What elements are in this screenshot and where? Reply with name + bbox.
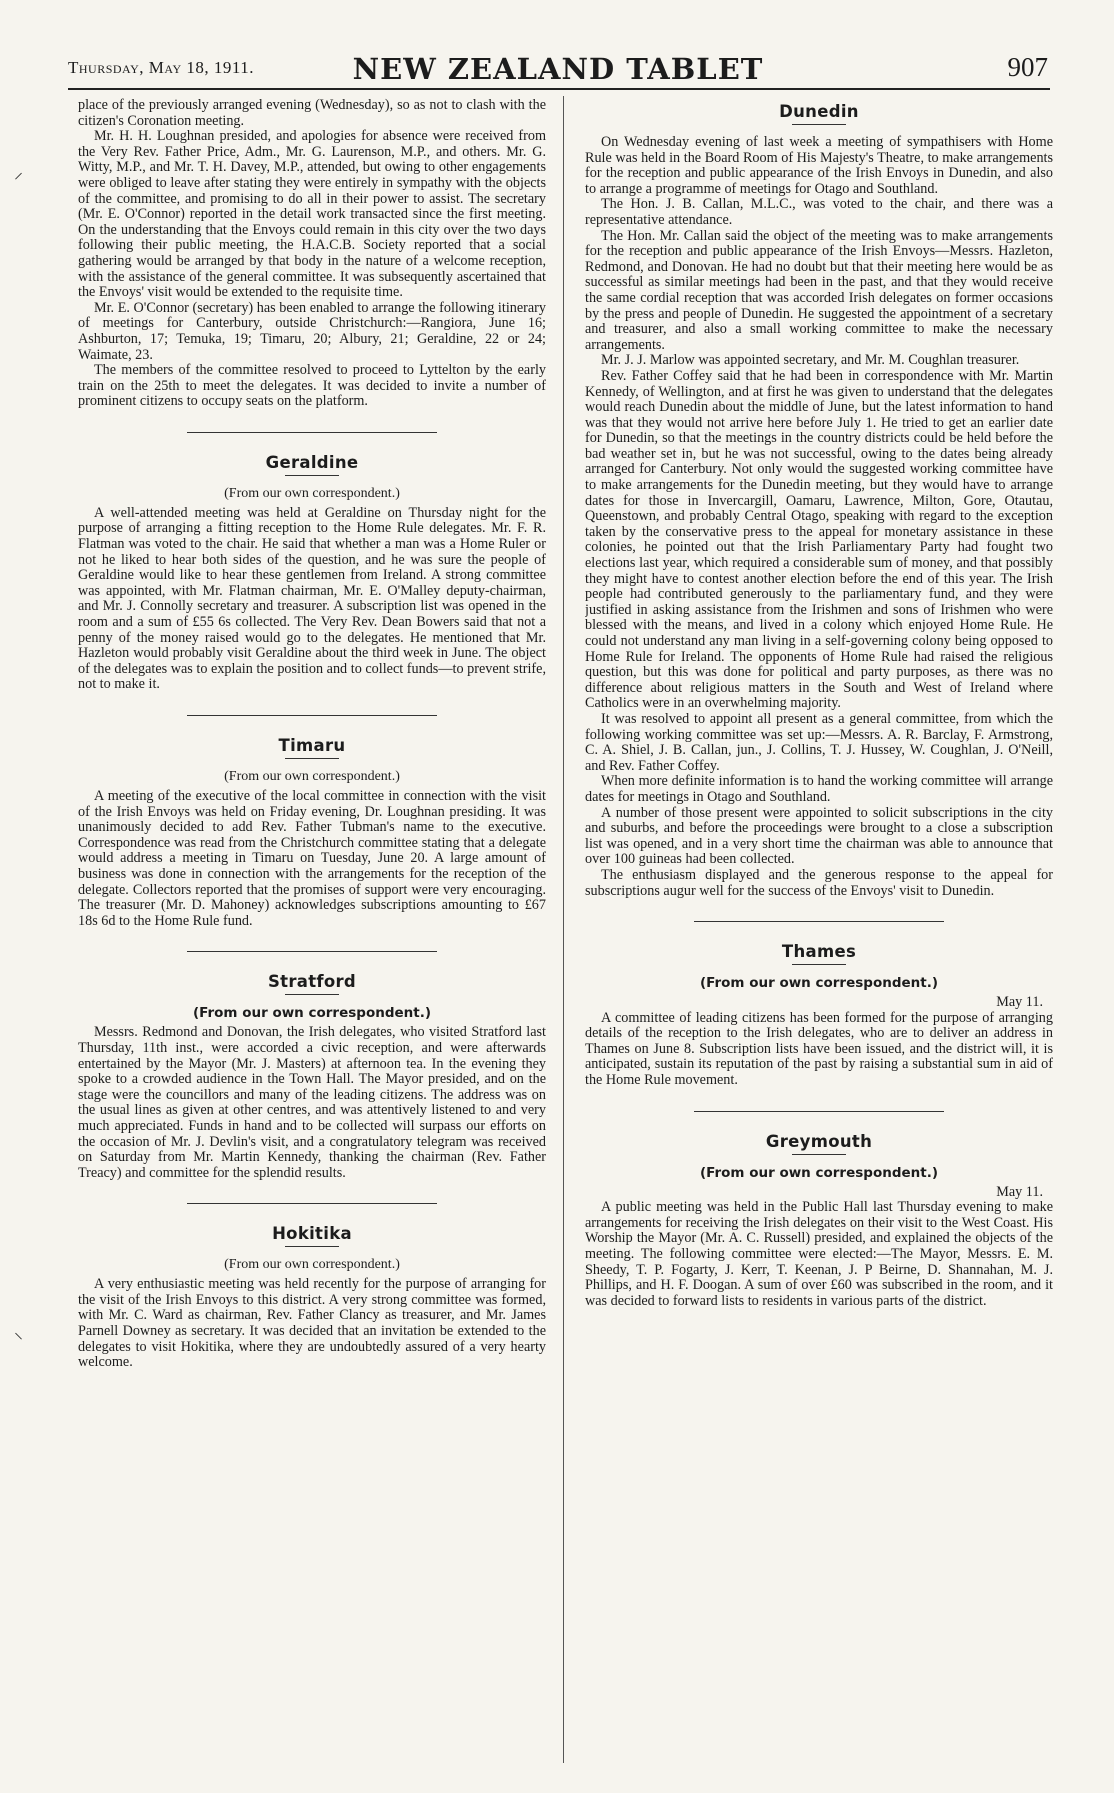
section-heading: Timaru: [278, 736, 346, 755]
newspaper-title: NEW ZEALAND TABLET: [352, 52, 764, 86]
paragraph: A very enthusiastic meeting was held recently for the purpose of arranging for the visit of the Irish Envoys to this district. A very strong committee was formed, with Mr. C. Ward as chairman, Rev. Father Clancy as treasurer, and Mr. James Parnell Downey as secretary. It was decided that an invitation be extended to the delegates to visit Hokitika, where they are undoubtedly assured of a very hearty welcome.: [78, 1276, 546, 1371]
byline: (From our own correspondent.): [699, 975, 939, 992]
page-number: 907: [1007, 52, 1048, 82]
heading-rule: [285, 475, 339, 476]
heading-rule: [792, 964, 846, 965]
section-heading: Greymouth: [765, 1131, 873, 1151]
paragraph: The enthusiasm displayed and the generous response to the appeal for subscriptions augur well for the success of the Envoys' visit to Dunedin.: [585, 866, 1053, 899]
heading-rule: [285, 758, 339, 759]
paragraph: Rev. Father Coffey said that he had been in correspondence with Mr. Martin Kennedy, of Wellington, and at first he was given to understand that the delegates would reach Dunedin about the middle of June, but the latest information to hand was that they would not arrive here before July 1. He tried to get an earlier date for Dunedin, so that the meetings in the country districts could be held before the bad weather set in, but he was not successful, owing to the dates being already arranged for Canterbury. Not only would the suggested working committee have to make arrangements for the Dunedin meeting, but they would have to arrange dates for those in Invercargill, Oamaru, Lawrence, Milton, Gore, Otautau, Queenstown, and probably Central Otago, speaking with regard to the exception taken by the conservative press to the appeal for monetary assistance in these colonies, he pointed out that the Irish Parliamentary Party had fought two elections last year, which required a considerable sum of money, and that possibly they might have to contest another election before the end of this year. The Irish people had contributed generously to the parliamentary fund, and they were justified in asking assistance from the Irishmen and sons of Irishmen who were blessed with the means, and lived in a colony which enjoyed Home Rule. He could not understand any man living in a self-governing colony being opposed to Home Rule for Ireland. The opponents of Home Rule had raised the religious question, but this was done for political and party purposes, as there was no difference about religious matters in the South and West of Ireland where Catholics were in an overwhelming majority.: [585, 367, 1053, 712]
paragraph: place of the previously arranged evening (Wednesday), so as not to clash with the citizen's Coronation meeting.: [78, 98, 546, 129]
paragraph: A committee of leading citizens has been formed for the purpose of arranging details of the reception to the Irish delegates, who are to deliver an address in Thames on June 8. Subscription lists have been issued, and the district will, it is anticipated, sustain its reputation of the past by raising a substantial sum in aid of the Home Rule movement.: [585, 1009, 1053, 1089]
paragraph: When more definite information is to hand the working committee will arrange dates for meetings in Otago and Southland.: [585, 773, 1053, 805]
section-rule: [187, 432, 437, 433]
paragraph: A well-attended meeting was held at Geraldine on Thursday night for the purpose of arranging a fitting reception to the Home Rule delegates. Mr. F. R. Flatman was voted to the chair. He said that whether a man was a Home Ruler or not he liked to hear both sides of the question, and he was sure the people of Geraldine would like to hear these gentlemen from Ireland. A strong committee was appointed, with Mr. Flatman chairman, Mr. E. O'Malley deputy-chairman, and Mr. J. Connolly secretary and treasurer. A subscription list was opened in the room and a sum of £55 6s collected. The Very Rev. Dean Bowers said that not a penny of the money raised would go to the delegates. He mentioned that Mr. Hazleton would probably visit Geraldine about the third week in June. The object of the delegates was to explain the position and to collect funds—to prevent strife, not to make it.: [78, 504, 546, 693]
heading-rule: [285, 1246, 339, 1247]
section-rule: [187, 951, 437, 952]
byline: (From our own correspondent.): [224, 485, 400, 501]
column-divider: [563, 96, 564, 1763]
paragraph: The members of the committee resolved to proceed to Lyttelton by the early train on the 25th to meet the delegates. It was decided to invite a number of prominent citizens to occupy seats on the platform.: [78, 362, 546, 410]
byline: (From our own correspondent.): [699, 1164, 939, 1181]
section-rule: [187, 715, 437, 716]
margin-mark: ⸜: [14, 1322, 23, 1342]
article-timaru: [78, 736, 546, 929]
heading-rule: [792, 124, 846, 125]
paragraph: Mr. H. H. Loughnan presided, and apologies for absence were received from the Very Rev. Father Price, Adm., Mr. G. Laurenson, M.P., and others. Mr. G. Witty, M.P., and Mr. T. H. Davey, M.P., attended, but owing to other engagements were obliged to leave after stating they were entirely in sympathy with the objects of the committee, and promising to do all in their power to assist. The secretary (Mr. E. O'Connor) reported in the detail work transacted since the first meeting. On the understanding that the Envoys could remain in this city over the two days following their public meeting, the H.A.C.B. Society reported that a social gathering would be arranged by that body in the nature of a welcome reception, with the assistance of the general committee. It was subsequently ascertained that the Envoys' visit would be extended to the requisite time.: [78, 128, 546, 301]
dateline: May 11.: [996, 994, 1043, 1011]
paragraph: The Hon. J. B. Callan, M.L.C., was voted to the chair, and there was a representative attendance.: [585, 196, 1053, 228]
dateline: May 11.: [996, 1183, 1043, 1200]
section-heading: Thames: [781, 942, 857, 962]
section-heading: Dunedin: [779, 102, 859, 121]
paragraph: The Hon. Mr. Callan said the object of the meeting was to make arrangements for the reception and public appearance of the Irish Envoys—Messrs. Hazleton, Redmond, and Donovan. He had no doubt but that their meeting here would be as successful as similar meetings had been in the past, and that they would receive the same cordial reception that was accorded Irish delegates on former occasions by the press and people of Dunedin. He suggested the appointment of a secretary and treasurer, and also a small working committee to make the necessary arrangements.: [585, 227, 1053, 353]
paragraph: Mr. J. J. Marlow was appointed secretary, and Mr. M. Coughlan treasurer.: [601, 352, 1020, 369]
byline: (From our own correspondent.): [224, 1257, 400, 1273]
masthead: [68, 52, 1048, 88]
paragraph: Mr. E. O'Connor (secretary) has been enabled to arrange the following itinerary of meetings for Canterbury, outside Christchurch:—Rangiora, June 16; Ashburton, 17; Temuka, 19; Timaru, 20; Albury, 21; Geraldine, 22 or 24; Waimate, 23.: [78, 299, 546, 363]
paragraph: It was resolved to appoint all present as a general committee, from which the following working committee was set up:—Messrs. A. R. Barclay, F. Armstrong, C. A. Shiel, J. B. Callan, jun., J. Collins, T. J. Hussey, W. Coughlan, J. O'Neill, and Rev. Father Coffey.: [585, 710, 1053, 774]
paragraph: On Wednesday evening of last week a meeting of sympathisers with Home Rule was held in the Board Room of His Majesty's Theatre, to make arrangements for the reception and public appearance of the Irish Envoys in Dunedin, and also to arrange a programme of meetings for Otago and Southland.: [585, 134, 1053, 197]
article-hokitika: [78, 1224, 546, 1371]
article-continued: [78, 98, 546, 410]
section-rule: [187, 1203, 437, 1204]
section-heading: Stratford: [267, 972, 357, 992]
byline: (From our own correspondent.): [224, 769, 400, 784]
section-heading: Geraldine: [265, 452, 359, 472]
left-column: [78, 98, 546, 1763]
right-column: [585, 98, 1053, 1763]
heading-rule: [792, 1154, 846, 1155]
paragraph: A public meeting was held in the Public Hall last Thursday evening to make arrangements for receiving the Irish delegates on their visit to the West Coast. His Worship the Mayor (Mr. A. C. Russell) presided, and explained the objects of the meeting. The following committee were elected:—The Mayor, Messrs. E. M. Sheedy, T. P. Fogarty, J. Kerr, T. Keenan, J. P Beirne, D. Shannahan, M. J. Phillips, and H. F. Doogan. A sum of over £60 was subscribed in the room, and it was decided to forward lists to residents in various parts of the district.: [585, 1199, 1053, 1309]
margin-mark: ⸝: [14, 162, 23, 182]
section-rule: [694, 1111, 944, 1112]
article-geraldine: [78, 453, 546, 693]
article-stratford: [78, 972, 546, 1181]
section-rule: [694, 921, 944, 922]
paragraph: A meeting of the executive of the local committee in connection with the visit of the Irish Envoys was held on Friday evening, Dr. Loughnan presiding. It was unanimously decided to add Rev. Father Tubman's name to the executive. Correspondence was read from the Christchurch committee stating that a delegate would address a meeting in Timaru on Tuesday, June 20. A large amount of business was done in connection with the arrangements for the reception of the delegate. Collectors reported that the promises of support were very encouraging. The treasurer (Mr. D. Mahoney) acknowledges subscriptions amounting to £67 18s 6d to the Home Rule fund.: [78, 788, 546, 929]
header-rule: [68, 88, 1050, 90]
section-heading: Hokitika: [272, 1224, 352, 1244]
byline: (From our own correspondent.): [192, 1005, 432, 1022]
heading-rule: [285, 994, 339, 995]
paragraph: A number of those present were appointed to solicit subscriptions in the city and suburbs, and before the proceedings were brought to a close a subscription list was opened, and in a very short time the chairman was able to announce that over 100 guineas had been collected.: [585, 804, 1053, 868]
article-dunedin: [585, 102, 1053, 899]
paragraph: Messrs. Redmond and Donovan, the Irish delegates, who visited Stratford last Thursday, 11th inst., were accorded a civic reception, and were afterwards entertained by the Mayor (Mr. J. Masters) at afternoon tea. In the evening they spoke to a crowded audience in the Town Hall. The Mayor presided, and on the stage were the councillors and many of the leading citizens. The address was on the usual lines as given at other centres, and was attentively listened to and very much appreciated. Funds in hand and to be collected will surpass our efforts on the occasion of Mr. J. Devlin's visit, and a congratulatory telegram was received on Saturday from Mr. Martin Kennedy, thanking the chairman (Rev. Father Treacy) and committee for the splendid results.: [78, 1024, 546, 1181]
issue-date: Thursday, May 18, 1911.: [68, 58, 255, 77]
article-thames: [585, 942, 1053, 1089]
article-greymouth: [585, 1132, 1053, 1310]
